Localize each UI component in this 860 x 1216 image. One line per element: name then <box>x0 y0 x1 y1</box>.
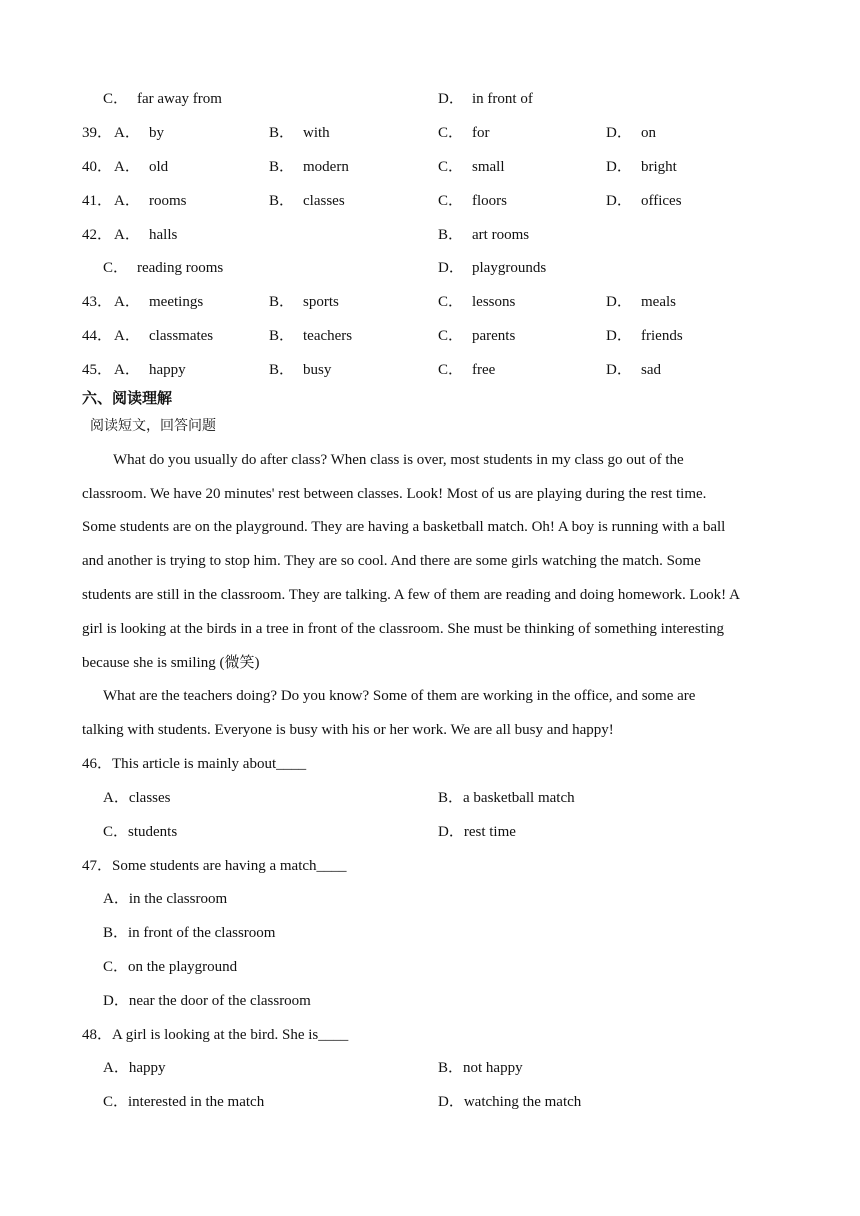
option-letter: A． <box>114 125 140 141</box>
option-letter: B． <box>269 362 295 378</box>
option-d-text: meals <box>641 294 676 310</box>
question-stem: 47．Some students are having a match____ <box>82 858 347 874</box>
option-letter: D． <box>606 159 632 175</box>
option-letter: C． <box>438 328 464 344</box>
option-letter: A． <box>114 159 140 175</box>
passage-line: classroom. We have 20 minutes' rest between classes. Look! Most of us are playing during the rest time. <box>82 486 707 502</box>
option-c-text: for <box>472 125 490 141</box>
option-b-text: with <box>303 125 330 141</box>
option-letter: C． <box>438 159 464 175</box>
option-letter: D． <box>606 193 632 209</box>
option-letter: D． <box>438 260 464 276</box>
option-a: A．in the classroom <box>103 891 228 907</box>
option-letter: A． <box>114 227 140 243</box>
passage-line: talking with students. Everyone is busy with his or her work. We are all busy and happy! <box>82 722 614 738</box>
passage-line: students are still in the classroom. They are talking. A few of them are reading and doing homework. Look! A <box>82 587 740 603</box>
option-b-text: modern <box>303 159 349 175</box>
question-number: 39． <box>82 125 113 141</box>
option-a-text: happy <box>149 362 186 378</box>
option-a: A．classes <box>103 790 171 806</box>
option-a-text: old <box>149 159 169 175</box>
option-c-text: reading rooms <box>137 260 224 276</box>
option-d-text: sad <box>641 362 661 378</box>
option-letter: A． <box>114 294 140 310</box>
option-c-text: floors <box>472 193 507 209</box>
option-b: B．a basketball match <box>438 790 575 806</box>
option-d: D．near the door of the classroom <box>103 993 311 1009</box>
option-letter: B． <box>269 193 295 209</box>
option-letter: D． <box>606 362 632 378</box>
question-number: 42． <box>82 227 113 243</box>
option-d: D．watching the match <box>438 1094 582 1110</box>
passage-line: What do you usually do after class? When class is over, most students in my class go out of the <box>113 452 684 468</box>
option-d: D．rest time <box>438 824 516 840</box>
option-letter: A． <box>114 328 140 344</box>
option-a: A．happy <box>103 1060 166 1076</box>
option-letter: A． <box>114 193 140 209</box>
option-c-text: parents <box>472 328 516 344</box>
option-c-text: lessons <box>472 294 516 310</box>
option-d-text: offices <box>641 193 682 209</box>
option-a-text: rooms <box>149 193 187 209</box>
option-letter: C． <box>438 294 464 310</box>
option-b-text: classes <box>303 193 345 209</box>
option-a-text: classmates <box>149 328 214 344</box>
question-stem: 46．This article is mainly about____ <box>82 756 307 772</box>
question-number: 41． <box>82 193 113 209</box>
option-letter: D． <box>606 328 632 344</box>
option-letter: B． <box>269 294 295 310</box>
option-letter: C． <box>438 125 464 141</box>
question-number: 45． <box>82 362 113 378</box>
option-b: B．in front of the classroom <box>103 925 276 941</box>
question-number: 44． <box>82 328 113 344</box>
option-letter: C． <box>438 362 464 378</box>
question-number: 40． <box>82 159 113 175</box>
passage-line: What are the teachers doing? Do you know? Some of them are working in the office, and some are <box>103 688 696 704</box>
question-number: 43． <box>82 294 113 310</box>
option-text: far away from <box>137 91 222 107</box>
option-a-text: meetings <box>149 294 204 310</box>
option-a-text: halls <box>149 227 178 243</box>
option-text: in front of <box>472 91 533 107</box>
option-b-text: teachers <box>303 328 353 344</box>
section-instruction: 阅读短文，回答问题 <box>90 418 216 434</box>
option-d-text: on <box>641 125 656 141</box>
option-b: B．not happy <box>438 1060 523 1076</box>
option-d-text: bright <box>641 159 677 175</box>
option-letter: A． <box>114 362 140 378</box>
option-d-text: friends <box>641 328 683 344</box>
option-a-text: by <box>149 125 164 141</box>
passage-line: girl is looking at the birds in a tree in front of the classroom. She must be thinking of something interesting <box>82 621 724 637</box>
option-c: C．interested in the match <box>103 1094 265 1110</box>
option-letter: B． <box>438 227 464 243</box>
option-b-text: sports <box>303 294 339 310</box>
option-b-text: busy <box>303 362 332 378</box>
option-b-text: art rooms <box>472 227 530 243</box>
passage-line: because she is smiling (微笑) <box>82 655 260 671</box>
option-c-text: free <box>472 362 496 378</box>
option-letter: B． <box>269 159 295 175</box>
passage-line: and another is trying to stop him. They are so cool. And there are some girls watching the match. Some <box>82 553 701 569</box>
option-letter: D． <box>606 294 632 310</box>
option-letter: C． <box>103 260 129 276</box>
question-stem: 48．A girl is looking at the bird. She is____ <box>82 1027 349 1043</box>
option-letter: C． <box>103 91 129 107</box>
option-letter: D． <box>438 91 464 107</box>
option-c: C．on the playground <box>103 959 238 975</box>
option-c: C．students <box>103 824 178 840</box>
option-d-text: playgrounds <box>472 260 547 276</box>
section-title: 六、阅读理解 <box>82 389 173 407</box>
option-letter: B． <box>269 328 295 344</box>
option-letter: B． <box>269 125 295 141</box>
option-letter: D． <box>606 125 632 141</box>
option-letter: C． <box>438 193 464 209</box>
passage-line: Some students are on the playground. They are having a basketball match. Oh! A boy is running with a ball <box>82 519 726 535</box>
option-c-text: small <box>472 159 505 175</box>
